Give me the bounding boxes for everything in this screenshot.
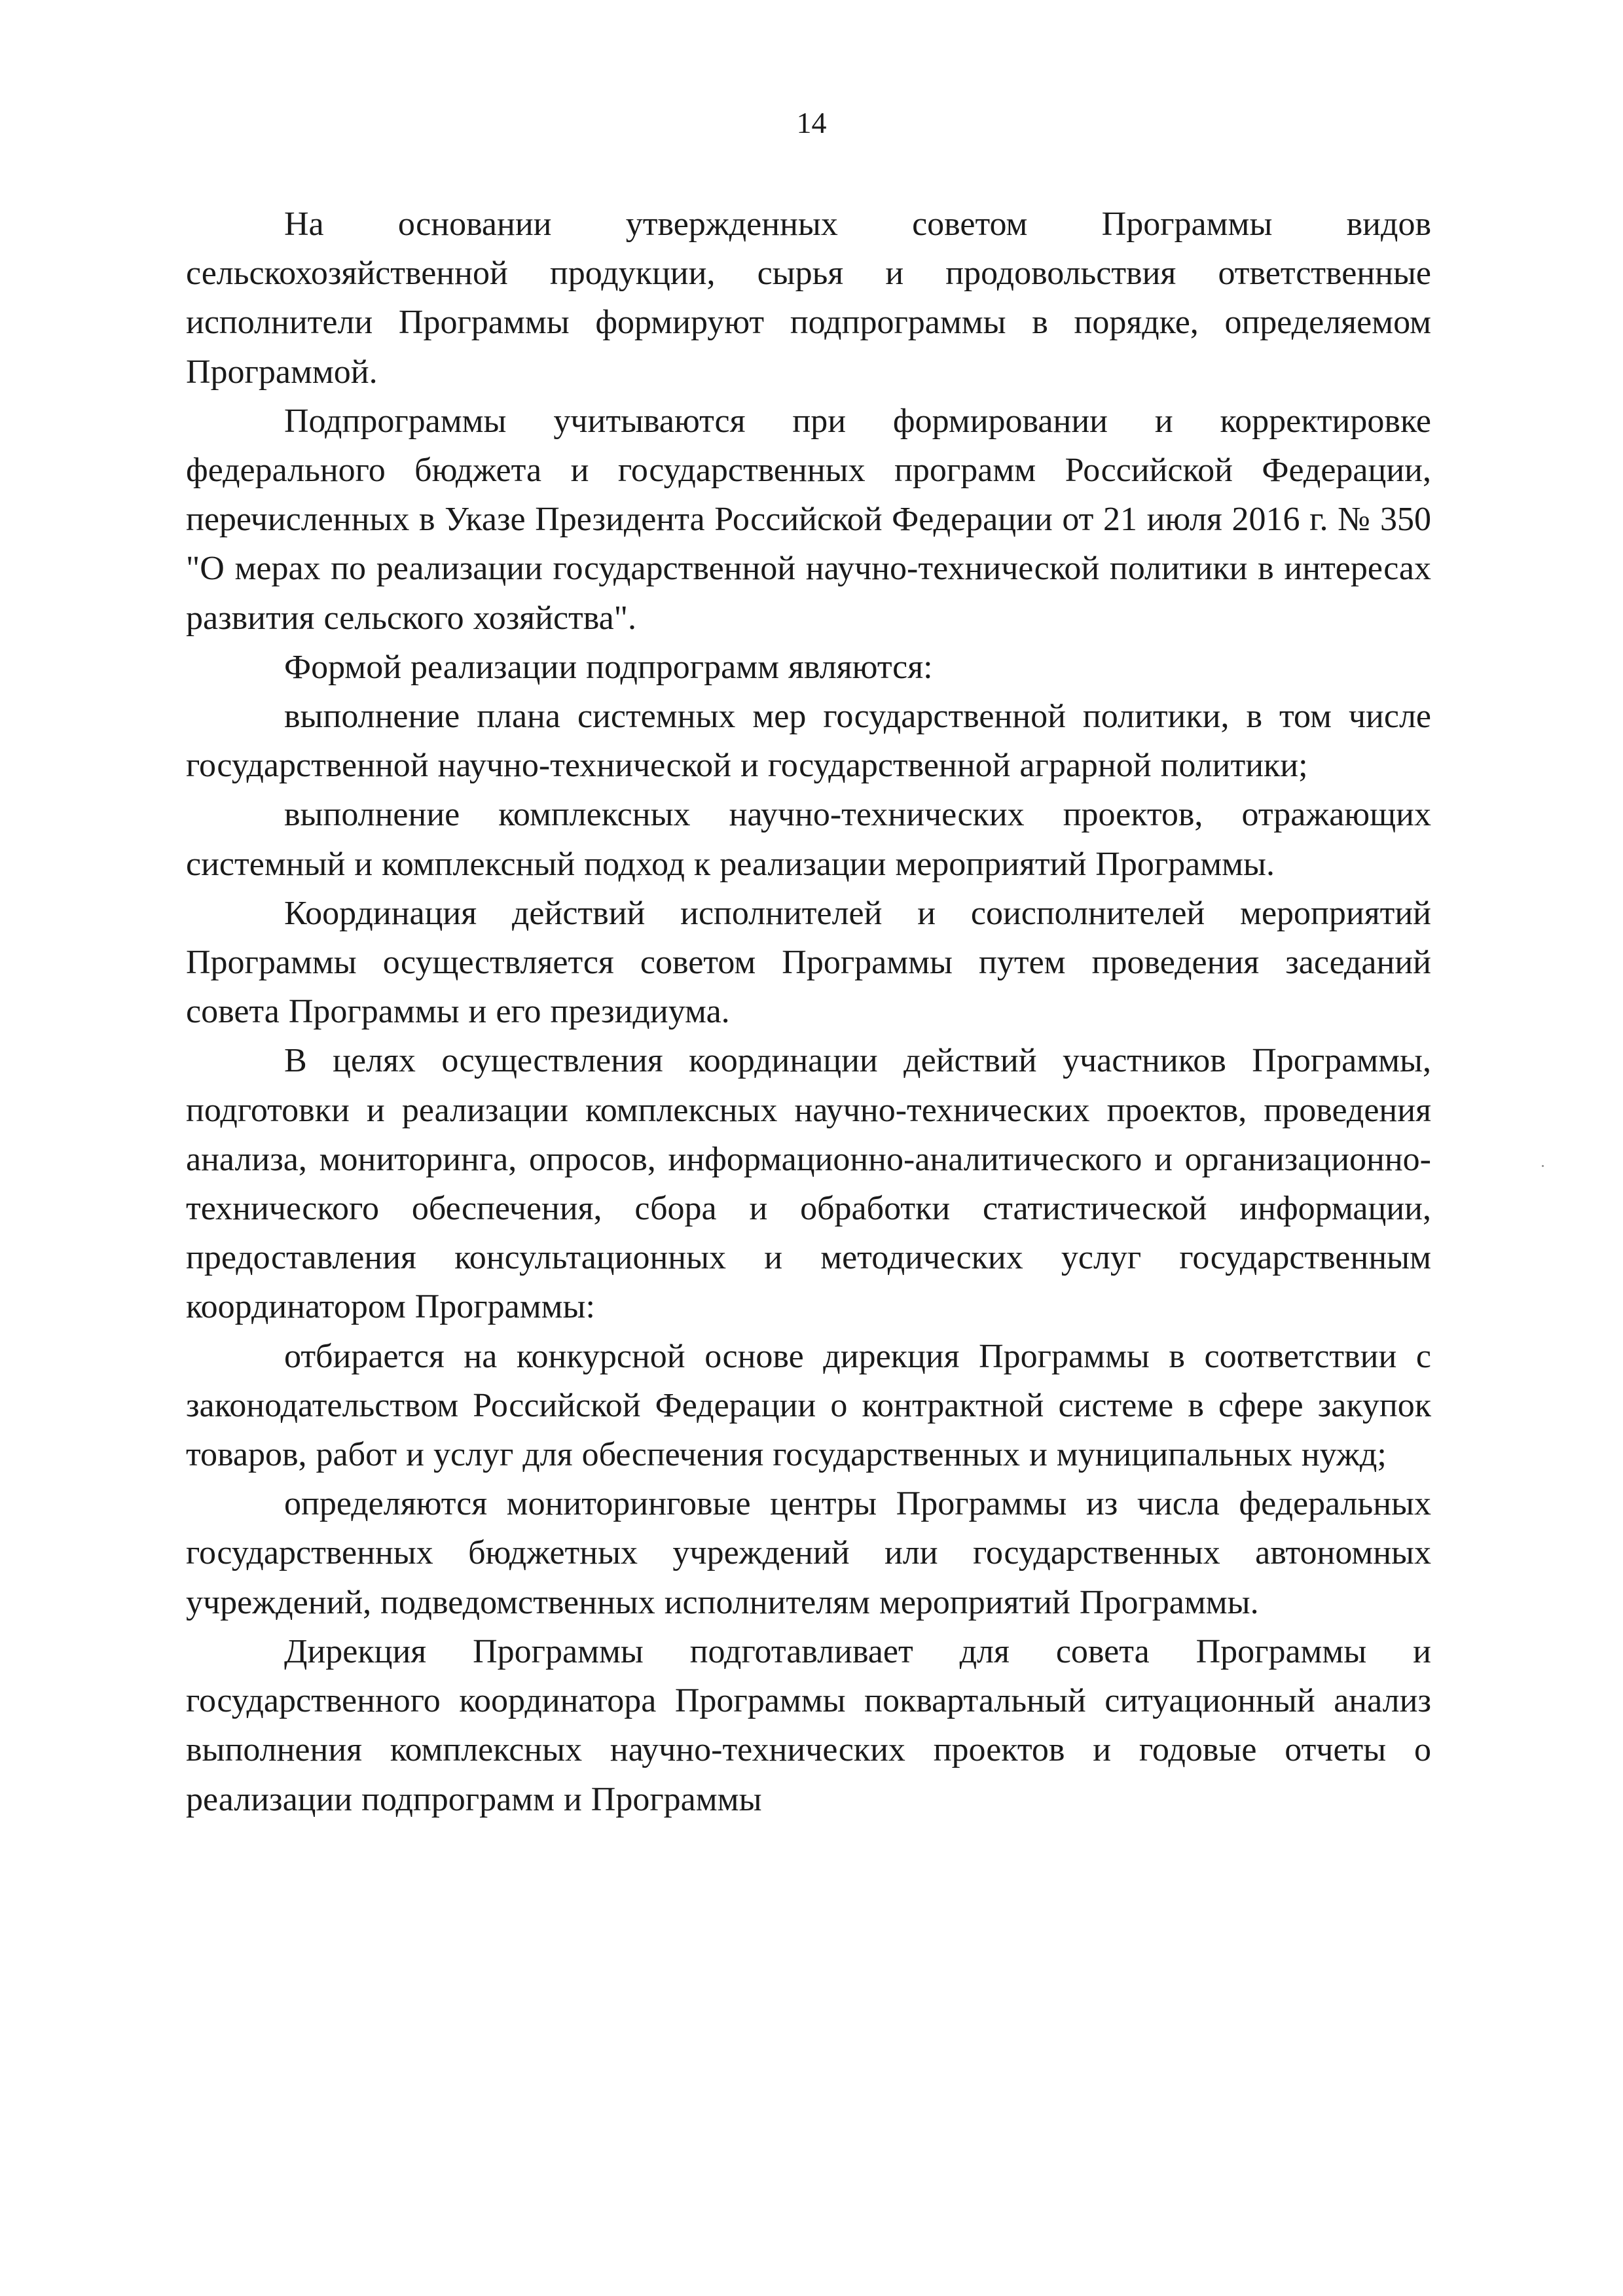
paragraph-monitoring-centers: определяются мониторинговые центры Программы из числа федеральных государственных бюджетных учреждений или государственных автономных учреждений, подведомственных исполнителям мероприятий Программы.: [186, 1485, 1431, 1621]
paragraph-subprograms-considered: Подпрограммы учитываются при формировании и корректировке федерального бюджета и государственных программ Российской Федерации, перечисленных в Указе Президента Российской Федерации от 21 июля 2016 г. № 350 "О мерах по реализации государственной научно-технической политики в интересах развития сельского хозяйства".: [186, 402, 1431, 637]
paragraph-coordination: Координация действий исполнителей и соисполнителей мероприятий Программы осуществляется советом Программы путем проведения заседаний совета Программы и его президиума.: [186, 894, 1431, 1031]
paragraph-coordination-purposes: В целях осуществления координации действий участников Программы, подготовки и реализации комплексных научно-технических проектов, проведения анализа, мониторинга, опросов, информационно-аналитического и организационно-технического обеспечения, сбора и обработки статистической информации, предоставления консультационных и методических услуг государственным координатором Программы:: [186, 1042, 1431, 1326]
paragraph-complex-projects: выполнение комплексных научно-технических проектов, отражающих системный и комплексный подход к реализации мероприятий Программы.: [186, 796, 1431, 883]
scan-artifact-dot: [1542, 1165, 1544, 1167]
paragraph-implementation-forms-intro: Формой реализации подпрограмм являются:: [284, 648, 933, 686]
paragraph-directorate-selection: отбирается на конкурсной основе дирекция Программы в соответствии с законодательством Российской Федерации о контрактной системе в сфере закупок товаров, работ и услуг для обеспечения государственных и муниципальных нужд;: [186, 1337, 1431, 1474]
paragraph-program-based-subprograms: На основании утвержденных советом Программы видов сельскохозяйственной продукции, сырья и продовольствия ответственные исполнители Программы формируют подпрограммы в порядке, определяемом Программой.: [186, 206, 1431, 391]
paragraph-system-measures: выполнение плана системных мер государственной политики, в том числе государственной научно-технической и государственной аграрной политики;: [186, 698, 1431, 785]
paragraph-directorate-reports: Дирекция Программы подготавливает для совета Программы и государственного координатора Программы поквартальный ситуационный анализ выполнения комплексных научно-технических проектов и годовые отчеты о реализации подпрограмм и Программы: [186, 1632, 1431, 1818]
page-number: 14: [796, 106, 827, 139]
document-body: [186, 200, 1431, 1824]
